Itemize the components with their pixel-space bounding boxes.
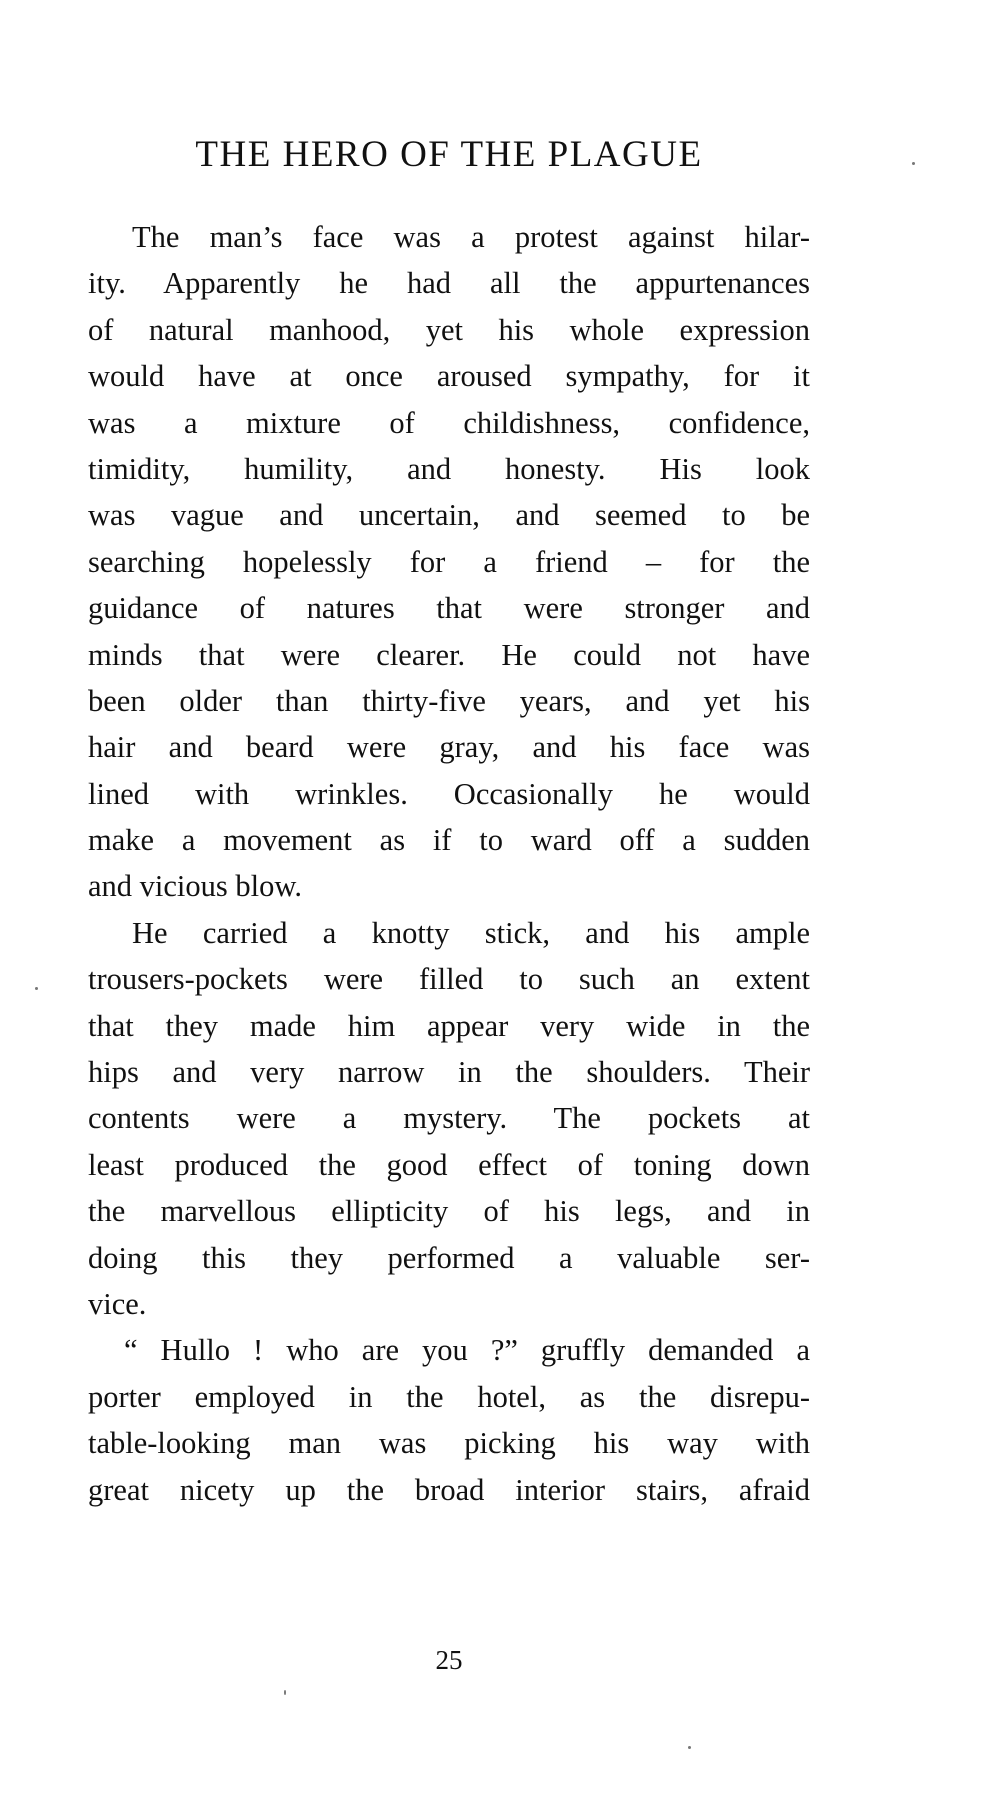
text-line: the marvellous ellipticity of his legs, and in (88, 1194, 810, 1229)
text-line: that they made him appear very wide in the (88, 1008, 810, 1043)
text-line: hips and very narrow in the shoulders. Their (88, 1055, 810, 1090)
text-line: contents were a mystery. The pockets at (88, 1101, 810, 1136)
text-line: He carried a knotty stick, and his ample (132, 915, 810, 950)
text-line: and vicious blow. (88, 869, 303, 904)
page-number: 25 (435, 1645, 463, 1675)
text-line: vice. (88, 1286, 147, 1321)
text-line: of natural manhood, yet his whole expression (88, 312, 810, 347)
text-line: great nicety up the broad interior stairs, afraid (88, 1472, 810, 1507)
text-line: lined with wrinkles. Occasionally he would (88, 776, 810, 811)
running-head: THE HERO OF THE PLAGUE (195, 134, 703, 175)
text-line: timidity, humility, and honesty. His look (88, 451, 810, 486)
text-line: minds that were clearer. He could not have (88, 637, 810, 672)
text-line: was vague and uncertain, and seemed to be (88, 498, 810, 533)
text-line: table-looking man was picking his way with (88, 1426, 810, 1461)
scan-speck (284, 1690, 286, 1695)
text-line: was a mixture of childishness, confidence, (88, 405, 810, 440)
text-line: The man’s face was a protest against hilar- (132, 220, 810, 254)
text-line: ity. Apparently he had all the appurtenances (88, 266, 810, 301)
text-line: porter employed in the hotel, as the disrepu- (88, 1379, 810, 1414)
scan-speck (688, 1746, 691, 1749)
text-line: make a movement as if to ward off a sudden (88, 823, 810, 858)
scan-speck (912, 162, 915, 165)
text-line: hair and beard were gray, and his face was (88, 730, 810, 765)
text-line: least produced the good effect of toning down (88, 1147, 810, 1182)
paragraph-1 (88, 214, 810, 910)
text-line: doing this they performed a valuable ser- (88, 1240, 810, 1275)
text-line: guidance of natures that were stronger and (88, 591, 810, 626)
text-line: would have at once aroused sympathy, for it (88, 359, 810, 394)
paragraph-2 (88, 910, 810, 1328)
scan-speck (35, 987, 38, 990)
text-line: trousers-pockets were filled to such an extent (88, 962, 810, 997)
body-text (88, 214, 810, 1513)
paragraph-3 (88, 1327, 810, 1513)
text-line: “ Hullo ! who are you ?” gruffly demanded a (124, 1333, 810, 1368)
text-line: been older than thirty-five years, and yet his (88, 683, 810, 718)
text-line: searching hopelessly for a friend – for the (88, 544, 810, 579)
